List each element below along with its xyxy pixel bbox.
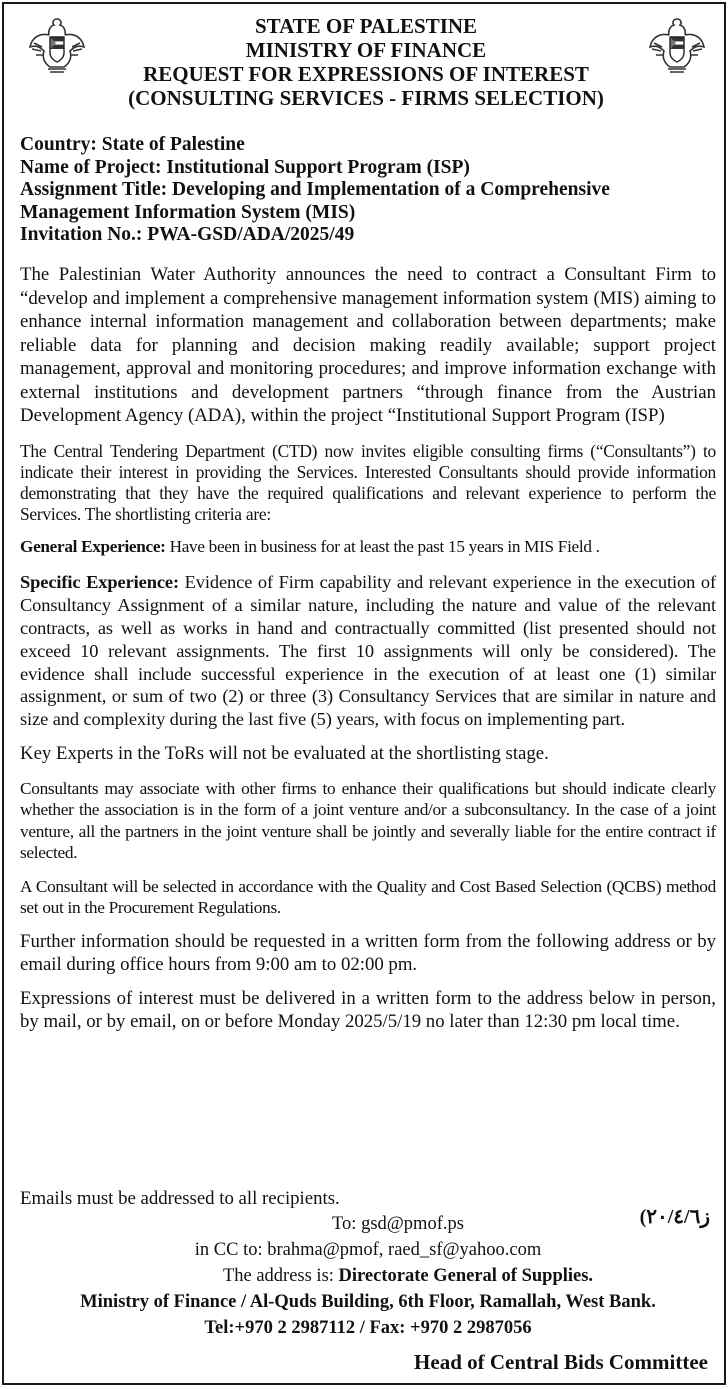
header-service-type: (CONSULTING SERVICES - FIRMS SELECTION) (128, 86, 604, 110)
signature-title: Head of Central Bids Committee (414, 1350, 708, 1374)
deadline-paragraph: Expressions of interest must be delivered in a written form to the address below in person, by mail, or by email, on or before Monday 2025/5/19 no later than 12:30 pm local time. (20, 987, 716, 1032)
association-paragraph: Consultants may associate with other firms to enhance their qualifications but should indicate clearly whether the association is in the form of a joint venture and/or a subconsultancy. In the case of a joint venture, all the partners in the joint venture shall be jointly and severally liable for the entire contract if selected. (20, 778, 716, 863)
intro-paragraph: The Palestinian Water Authority announces the need to contract a Consultant Firm to “develop and implement a comprehensive management information system (MIS) aiming to enhance internal information management and collaboration between departments; make reliable data for planning and decision making readily available; support project management, approval and monitoring procedures; and improve information exchange with external institutions and development partners “through finance from the Austrian Development Agency (ADA), within the project “Institutional Support Program (ISP) (20, 264, 716, 426)
palestine-eagle-emblem-icon (646, 13, 708, 75)
general-experience-label: General Experience: (20, 537, 166, 557)
header-ministry: MINISTRY OF FINANCE (245, 38, 487, 62)
tender-notice (2, 2, 726, 1385)
further-info-paragraph: Further information should be requested in a written form from the following address or by email during office hours from 9:00 am to 02:00 pm. (20, 930, 716, 975)
assignment-title-line-2: Management Information System (MIS) (20, 201, 356, 223)
address-label: The address is: (222, 1266, 339, 1286)
to-email-line: To: gsd@pmof.ps (332, 1214, 464, 1234)
address-value: Directorate General of Supplies. (338, 1266, 594, 1286)
assignment-title-line-1: Assignment Title: Developing and Implementation of a Comprehensive (20, 179, 610, 200)
address-line (20, 1266, 716, 1287)
invitation-number: Invitation No.: PWA-GSD/ADA/2025/49 (20, 224, 355, 245)
key-experts-paragraph: Key Experts in the ToRs will not be evaluated at the shortlisting stage. (20, 742, 549, 764)
arabic-reference-number: ز٢٠/٤/٦) (639, 1206, 710, 1228)
general-experience-text: Have been in business for at least the past 15 years in MIS Field . (165, 537, 600, 557)
palestine-eagle-emblem-icon (26, 13, 88, 75)
notice-body (20, 263, 716, 1033)
project-name-line: Name of Project: Institutional Support Program (ISP) (20, 156, 470, 178)
country-line: Country: State of Palestine (20, 134, 245, 155)
emails-note: Emails must be addressed to all recipients. (20, 1188, 340, 1209)
notice-header (96, 14, 636, 110)
invitation-paragraph: The Central Tendering Department (CTD) now invites eligible consulting firms (“Consultants”) to indicate their interest in providing the Services. Interested Consultants should provide information demonstrating that they have the required qualifications and relevant experience to perform the Services. The shortlisting criteria are: (20, 440, 716, 525)
specific-experience-paragraph (20, 571, 716, 731)
header-request: REQUEST FOR EXPRESSIONS OF INTEREST (143, 62, 589, 86)
contact-phone-line: Tel:+970 2 2987112 / Fax: +970 2 2987056 (204, 1318, 532, 1338)
specific-experience-text: Evidence of Firm capability and relevant experience in the execution of Consultancy Assignment of a similar nature, including the nature and value of the relevant contracts, as well as works in hand and contractually committed (list presented should not exceed 10 relevant assignments. The first 10 assignments will only be considered). The evidence shall include successful experience in the execution of at least one (1) similar assignment, or sum of two (2) or three (3) Consultancy Services that are similar in nature and size and complexity during the last five (5) years, with focus on implementing part. (20, 572, 716, 730)
project-details (20, 134, 716, 247)
ministry-address-line: Ministry of Finance / Al-Quds Building, 6th Floor, Ramallah, West Bank. (80, 1292, 656, 1312)
general-experience-paragraph (20, 536, 716, 558)
specific-experience-label: Specific Experience: (20, 572, 179, 593)
header-state: STATE OF PALESTINE (254, 14, 478, 38)
cc-email-line: in CC to: brahma@pmof, raed_sf@yahoo.com (194, 1240, 542, 1260)
selection-method-paragraph: A Consultant will be selected in accordance with the Quality and Cost Based Selection (QCBS) method set out in the Procurement Regulations. (20, 876, 716, 918)
